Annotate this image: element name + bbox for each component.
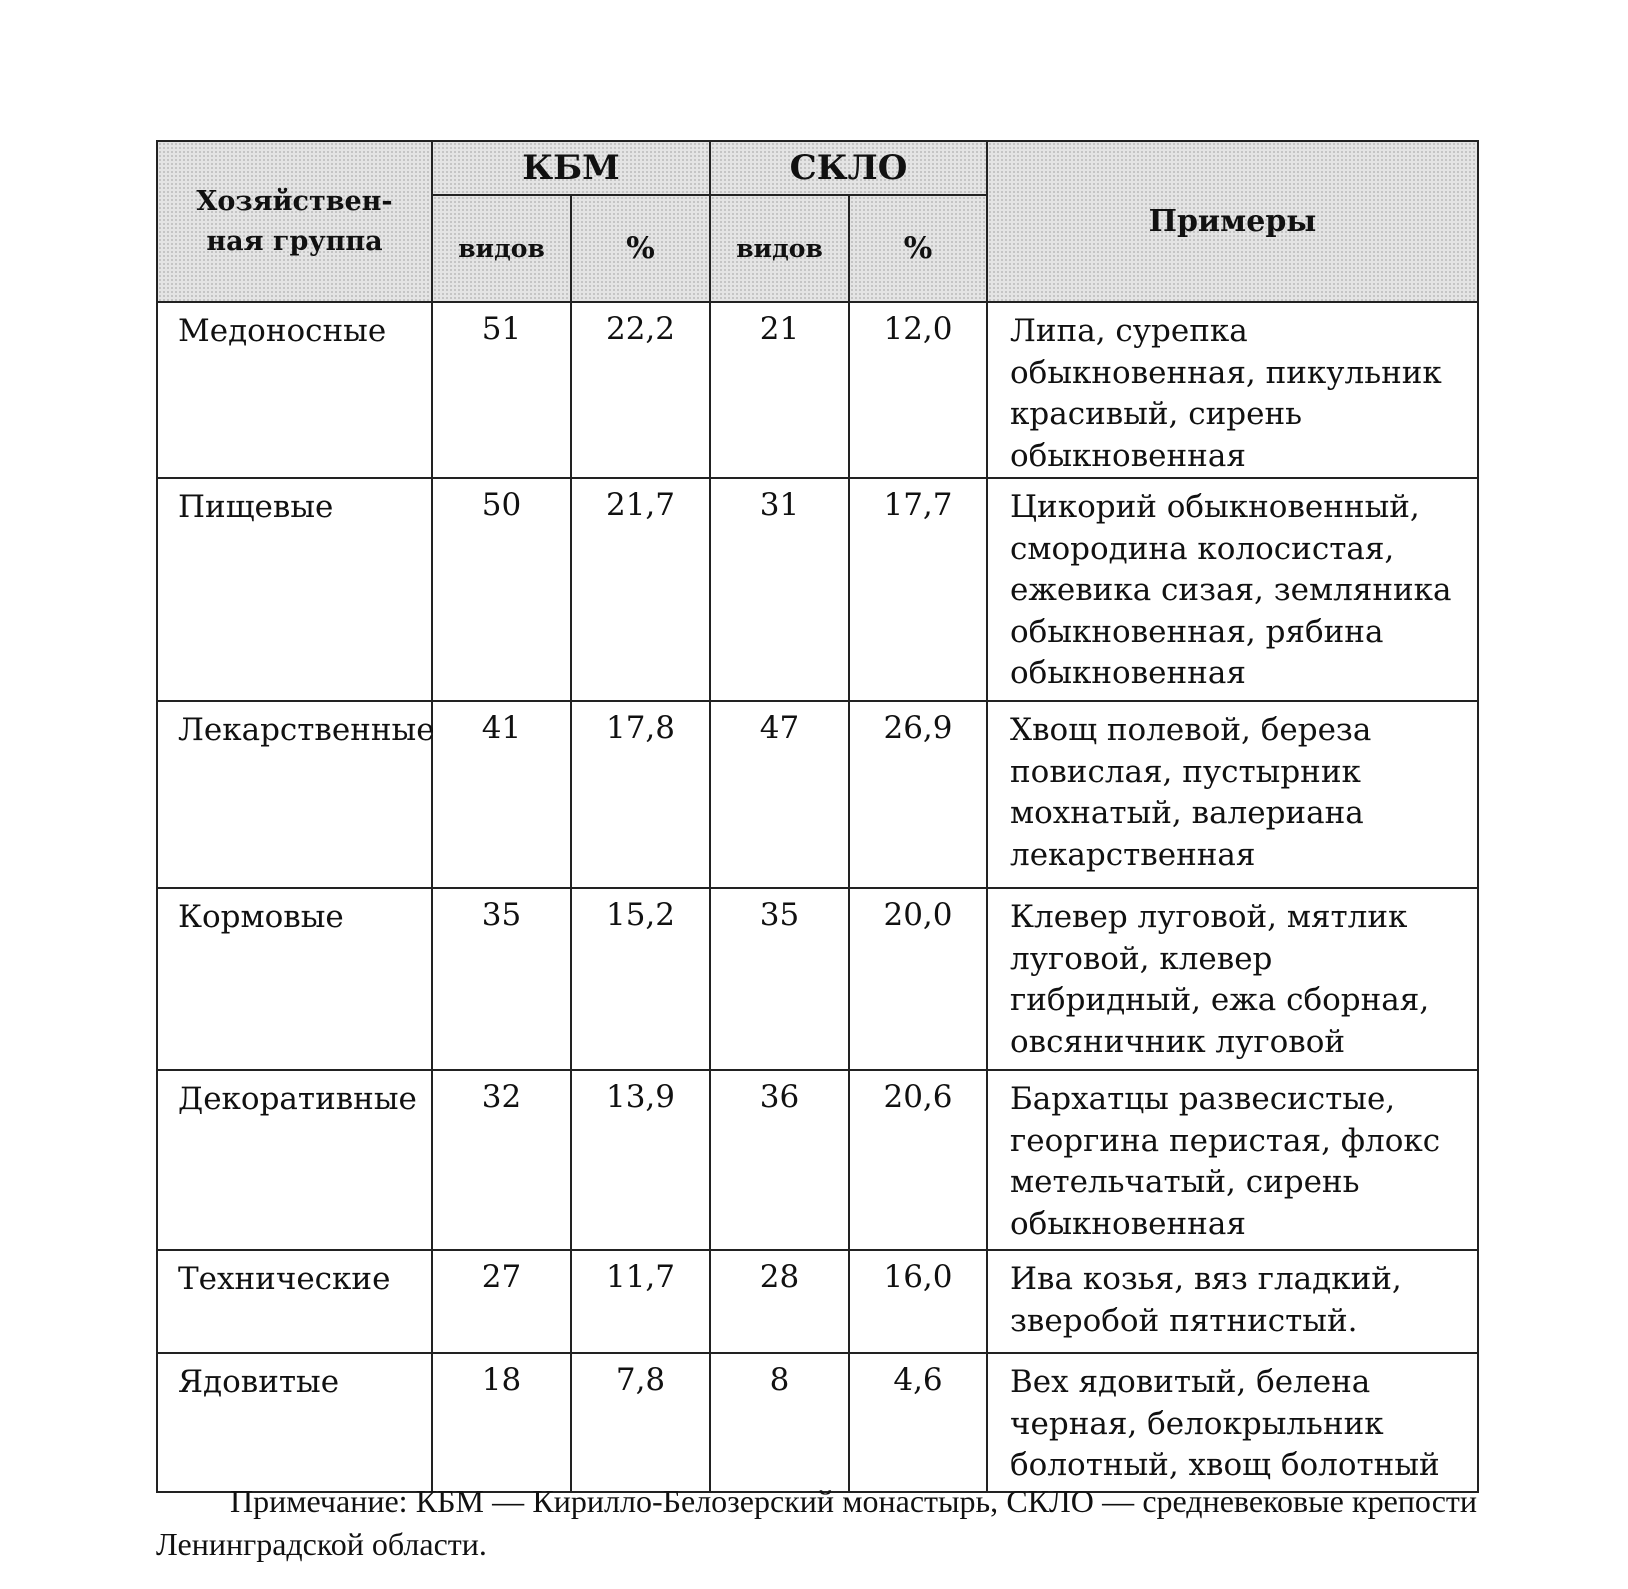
- sklo-species-cell: 28: [710, 1250, 849, 1353]
- header-kbm: КБМ: [432, 141, 710, 195]
- kbm-species-cell: 32: [432, 1070, 571, 1250]
- sklo-species-cell: 21: [710, 302, 849, 478]
- sklo-percent-cell: 4,6: [849, 1353, 987, 1492]
- kbm-percent-cell: 15,2: [571, 888, 710, 1070]
- table-row: [157, 302, 1478, 478]
- sklo-species-cell: 31: [710, 478, 849, 701]
- table-row: [157, 478, 1478, 701]
- sklo-percent-cell: 17,7: [849, 478, 987, 701]
- sklo-percent-cell: 12,0: [849, 302, 987, 478]
- kbm-percent-cell: 21,7: [571, 478, 710, 701]
- kbm-species-cell: 18: [432, 1353, 571, 1492]
- sklo-species-cell: 35: [710, 888, 849, 1070]
- examples-cell: Вех ядовитый, белена черная, белокрыльник болотный, хвощ болотный: [987, 1353, 1478, 1492]
- header-examples: Примеры: [987, 141, 1478, 302]
- group-cell: Кормовые: [157, 888, 432, 1070]
- kbm-percent-cell: 22,2: [571, 302, 710, 478]
- examples-cell: Ива козья, вяз гладкий, зверобой пятнистый.: [987, 1250, 1478, 1353]
- sklo-species-cell: 36: [710, 1070, 849, 1250]
- table-row: [157, 1070, 1478, 1250]
- group-cell: Декоративные: [157, 1070, 432, 1250]
- kbm-species-cell: 41: [432, 701, 571, 888]
- sklo-percent-cell: 20,0: [849, 888, 987, 1070]
- kbm-species-cell: 35: [432, 888, 571, 1070]
- header-sklo-percent: %: [849, 195, 987, 302]
- sklo-percent-cell: 26,9: [849, 701, 987, 888]
- header-kbm-species: видов: [432, 195, 571, 302]
- examples-cell: Хвощ полевой, береза повислая, пустырник мохнатый, валериана лекарственная: [987, 701, 1478, 888]
- table-row: [157, 888, 1478, 1070]
- group-cell: Технические: [157, 1250, 432, 1353]
- sklo-percent-cell: 16,0: [849, 1250, 987, 1353]
- group-cell: Пищевые: [157, 478, 432, 701]
- kbm-percent-cell: 11,7: [571, 1250, 710, 1353]
- kbm-percent-cell: 13,9: [571, 1070, 710, 1250]
- header-sklo-species: видов: [710, 195, 849, 302]
- group-cell: Ядовитые: [157, 1353, 432, 1492]
- group-cell: Лекарственные: [157, 701, 432, 888]
- sklo-percent-cell: 20,6: [849, 1070, 987, 1250]
- examples-cell: Бархатцы развесистые, георгина перистая, флокс метельчатый, сирень обыкновенная: [987, 1070, 1478, 1250]
- header-sklo: СКЛО: [710, 141, 987, 195]
- group-cell: Медоносные: [157, 302, 432, 478]
- kbm-species-cell: 51: [432, 302, 571, 478]
- table-row: [157, 701, 1478, 888]
- kbm-percent-cell: 7,8: [571, 1353, 710, 1492]
- sklo-species-cell: 47: [710, 701, 849, 888]
- examples-cell: Клевер луговой, мятлик луговой, клевер гибридный, ежа сборная, овсяничник луговой: [987, 888, 1478, 1070]
- examples-cell: Цикорий обыкновенный, смородина колосистая, ежевика сизая, земляника обыкновенная, рябина обыкновенная: [987, 478, 1478, 701]
- kbm-species-cell: 27: [432, 1250, 571, 1353]
- examples-cell: Липа, сурепка обыкновенная, пикульник красивый, сирень обыкновенная: [987, 302, 1478, 478]
- table-row: [157, 1353, 1478, 1492]
- sklo-species-cell: 8: [710, 1353, 849, 1492]
- header-kbm-percent: %: [571, 195, 710, 302]
- kbm-species-cell: 50: [432, 478, 571, 701]
- plant-groups-table: [156, 140, 1479, 1493]
- kbm-percent-cell: 17,8: [571, 701, 710, 888]
- header-group: Хозяйствен-ная группа: [157, 141, 432, 302]
- table-row: [157, 1250, 1478, 1353]
- table-note: Примечание: КБМ — Кирилло-Белозерский монастырь, СКЛО — средневековые крепости Ленинградской области.: [156, 1483, 1477, 1562]
